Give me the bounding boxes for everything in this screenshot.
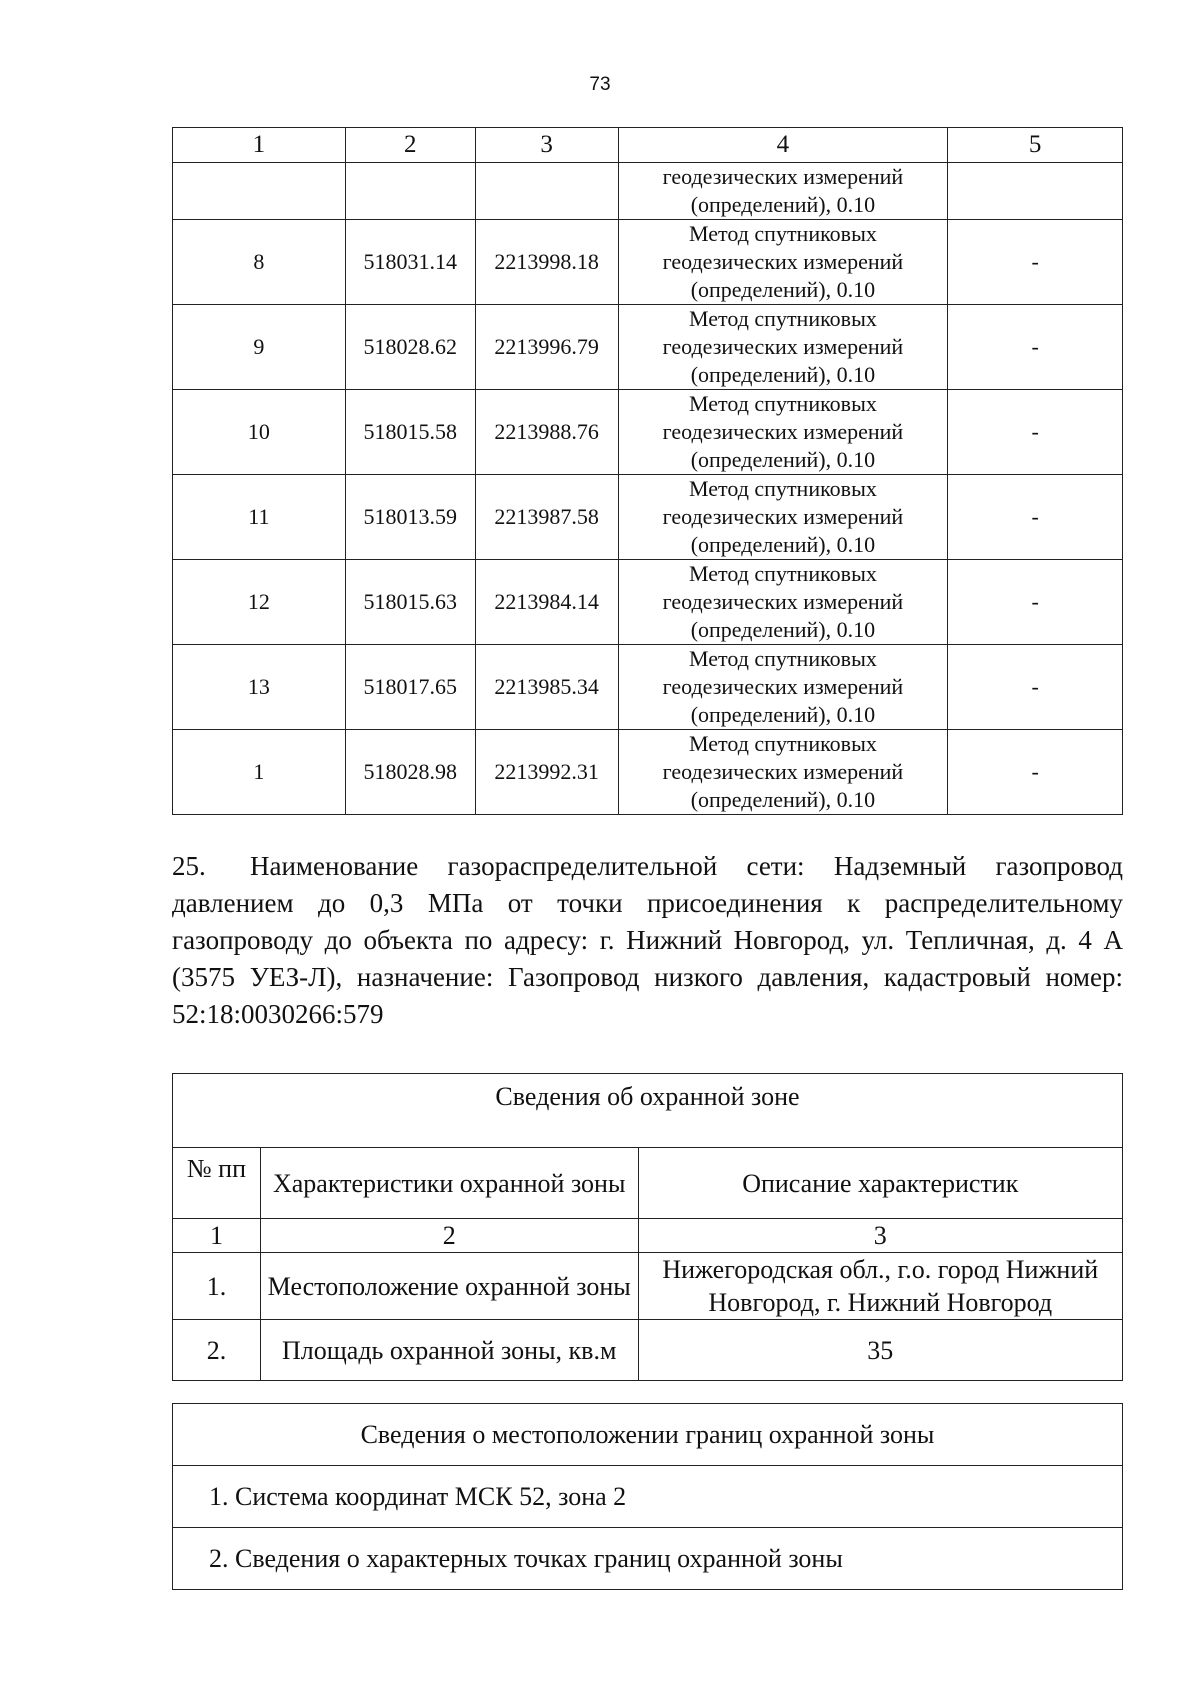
column-header: 3 <box>475 128 618 163</box>
method-cell: Метод спутниковых геодезических измерений (определений), 0.10 <box>618 645 948 730</box>
column-header: Характеристики охранной зоны <box>260 1148 638 1219</box>
table-title: Сведения об охранной зоне <box>173 1074 1123 1148</box>
table-title: Сведения о местоположении границ охранной зоны <box>173 1404 1123 1466</box>
column-header: Описание характеристик <box>638 1148 1122 1219</box>
table-row: 10 518015.58 2213988.76 Метод спутниковых геодезических измерений (определений), 0.10 - <box>173 390 1123 475</box>
paragraph-25 <box>172 848 1123 1033</box>
table-row: 12 518015.63 2213984.14 Метод спутниковых геодезических измерений (определений), 0.10 - <box>173 560 1123 645</box>
list-item: 1. Система координат МСК 52, зона 2 <box>173 1466 1123 1528</box>
method-cell: Метод спутниковых геодезических измерений (определений), 0.10 <box>618 390 948 475</box>
coordinates-table <box>172 127 1123 815</box>
table-header-row <box>173 128 1123 163</box>
paragraph-number: 25. <box>172 851 206 881</box>
method-cell: Метод спутниковых геодезических измерений (определений), 0.10 <box>618 475 948 560</box>
table-row: 1 518028.98 2213992.31 Метод спутниковых геодезических измерений (определений), 0.10 - <box>173 730 1123 815</box>
boundary-location-table <box>172 1403 1123 1590</box>
method-cell: Метод спутниковых геодезических измерений (определений), 0.10 <box>618 220 948 305</box>
column-header: № пп <box>173 1148 261 1219</box>
list-item: 2. Сведения о характерных точках границ охранной зоны <box>173 1528 1123 1590</box>
table-row: 11 518013.59 2213987.58 Метод спутниковых геодезических измерений (определений), 0.10 - <box>173 475 1123 560</box>
column-header: 5 <box>948 128 1123 163</box>
column-header: 2 <box>345 128 475 163</box>
method-cell: геодезических измерений (определений), 0.10 <box>618 163 948 220</box>
method-cell: Метод спутниковых геодезических измерений (определений), 0.10 <box>618 305 948 390</box>
table-row: 9 518028.62 2213996.79 Метод спутниковых геодезических измерений (определений), 0.10 - <box>173 305 1123 390</box>
column-header: 1 <box>173 128 346 163</box>
column-header: 4 <box>618 128 948 163</box>
table-row: 1. Местоположение охранной зоны Нижегородская обл., г.о. город Нижний Новгород, г. Нижний Новгород <box>173 1253 1123 1320</box>
table-row: 13 518017.65 2213985.34 Метод спутниковых геодезических измерений (определений), 0.10 - <box>173 645 1123 730</box>
method-cell: Метод спутниковых геодезических измерений (определений), 0.10 <box>618 560 948 645</box>
table-row: 2. Площадь охранной зоны, кв.м 35 <box>173 1320 1123 1381</box>
protection-zone-table: Сведения об охранной зоне № пп Характеристики охранной зоны Описание характеристик 1 2 3 1. Местоположение охранной зоны Нижегородская обл., г.о. город Нижний Новгород, г. Нижний Новгород 2. Площадь охранной зоны, кв.м 35 <box>172 1073 1123 1381</box>
method-cell: Метод спутниковых геодезических измерений (определений), 0.10 <box>618 730 948 815</box>
paragraph-text: Наименование газораспределительной сети: Надземный газопровод давлением до 0,3 МПа от точки присоединения к распределительному газопроводу до объекта по адресу: г. Нижний Новгород, ул. Тепличная, д. 4 А (3575 УЕЗ-Л), назначение: Газопровод низкого давления, кадастровый номер: 52:18:0030266:579 <box>172 851 1123 1029</box>
table-row-continued <box>173 163 1123 220</box>
page-number: 73 <box>589 74 611 95</box>
table-row: 8 518031.14 2213998.18 Метод спутниковых геодезических измерений (определений), 0.10 - <box>173 220 1123 305</box>
